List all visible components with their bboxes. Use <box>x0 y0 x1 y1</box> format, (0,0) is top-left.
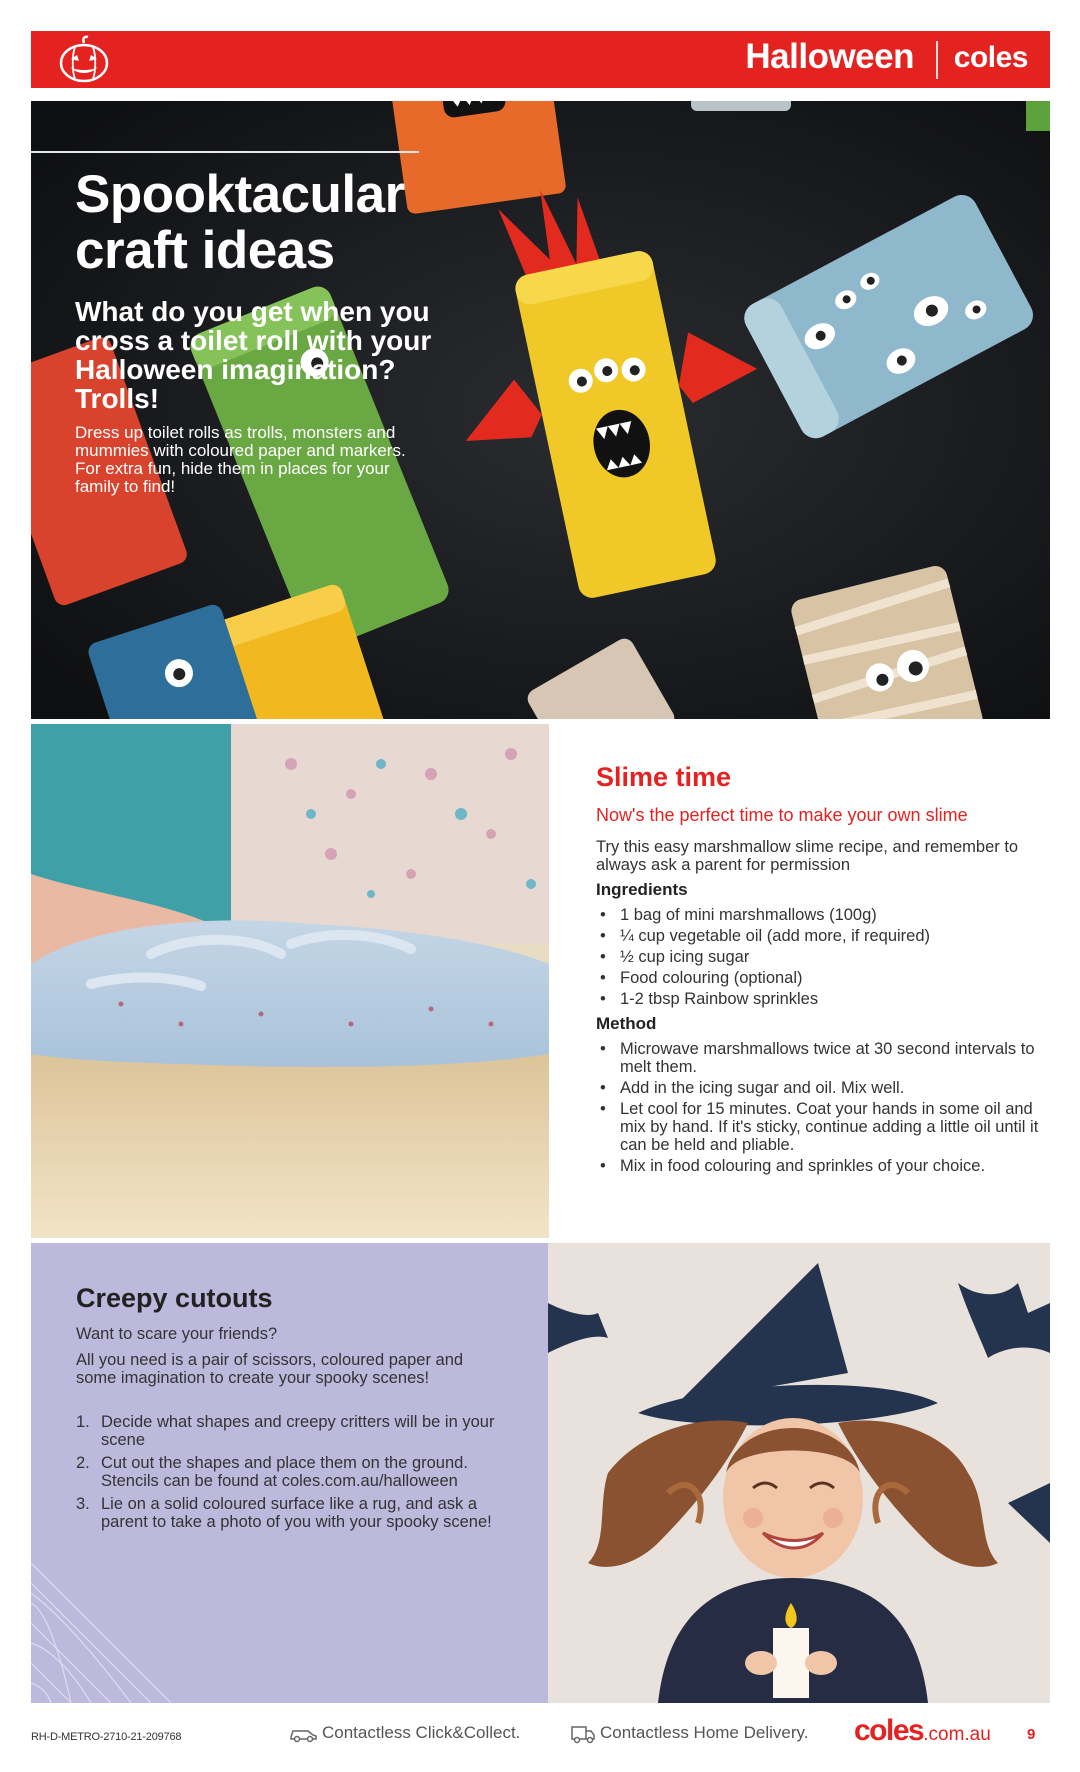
method-list <box>596 1040 1040 1175</box>
footer-coles-logo[interactable] <box>854 1714 991 1748</box>
step-number: 3. <box>76 1495 90 1513</box>
slime-recipe <box>596 762 1040 1178</box>
slime-title: Slime time <box>596 762 732 792</box>
footer-home-delivery <box>570 1723 808 1744</box>
header-bar <box>31 31 1050 88</box>
creepy-intro: Want to scare your friends? <box>76 1325 278 1343</box>
hero-body-text: Dress up toilet rolls as trolls, monsters and mummies with coloured paper and markers. For extra fun, hide them in places for your family to find! <box>75 423 406 496</box>
step-number: 2. <box>76 1454 90 1472</box>
step-text: Cut out the shapes and place them on the ground. Stencils can be found at coles.com.au/halloween <box>101 1454 468 1490</box>
step-text: Lie on a solid coloured surface like a rug, and ask a parent to take a photo of you with your spooky scene! <box>101 1495 492 1531</box>
header-brand-logo: coles <box>953 41 1028 74</box>
list-item: • Microwave marshmallows twice at 30 second intervals to melt them. <box>596 1040 1040 1076</box>
step-number: 1. <box>76 1413 90 1431</box>
creepy-cutouts-panel <box>31 1243 548 1703</box>
list-item: • ½ cup icing sugar <box>596 948 1040 966</box>
hero-subtitle: What do you get when you cross a toilet roll with your Halloween imagination? Trolls! <box>75 296 432 414</box>
list-item: • 1 bag of mini marshmallows (100g) <box>596 906 1040 924</box>
header-divider <box>936 41 938 79</box>
hero-rule <box>31 151 419 153</box>
list-item <box>76 1413 496 1449</box>
list-item: • Food colouring (optional) <box>596 969 1040 987</box>
home-delivery-text: Contactless Home Delivery. <box>600 1723 809 1742</box>
ingredients-heading: Ingredients <box>596 880 688 899</box>
footer-catalogue-code: RH-D-METRO-2710-21-209768 <box>31 1731 182 1743</box>
ingredients-list <box>596 906 1040 1008</box>
hero-section <box>31 101 1050 719</box>
logo-wordmark: coles <box>854 1714 924 1747</box>
method-heading: Method <box>596 1014 657 1033</box>
list-item: • Let cool for 15 minutes. Coat your hands in some oil and mix by hand. If it's sticky, continue adding a little oil until it can be held and pliable. <box>596 1100 1040 1154</box>
slime-intro: Try this easy marshmallow slime recipe, and remember to always ask a parent for permission <box>596 838 1019 874</box>
slime-photo <box>31 724 549 1238</box>
delivery-truck-icon <box>570 1724 596 1744</box>
girl-witch-photo <box>548 1243 1050 1703</box>
list-item: • Add in the icing sugar and oil. Mix well. <box>596 1079 1040 1097</box>
creepy-body: All you need is a pair of scissors, coloured paper and some imagination to create your spooky scenes! <box>76 1351 464 1387</box>
list-item: • ¼ cup vegetable oil (add more, if required) <box>596 927 1040 945</box>
cobweb-icon <box>31 1563 171 1703</box>
logo-domain: .com.au <box>923 1724 991 1745</box>
list-item <box>76 1454 496 1490</box>
list-item: • Mix in food colouring and sprinkles of your choice. <box>596 1157 1040 1175</box>
click-collect-text: Contactless Click&Collect. <box>322 1723 521 1742</box>
car-icon <box>288 1725 318 1743</box>
page-number: 9 <box>1027 1726 1036 1743</box>
step-text: Decide what shapes and creepy critters will be in your scene <box>101 1413 495 1449</box>
pumpkin-icon <box>57 35 111 85</box>
slime-tagline: Now's the perfect time to make your own slime <box>596 805 968 825</box>
header-title: Halloween <box>745 37 914 76</box>
footer-click-collect <box>288 1723 520 1743</box>
creepy-title: Creepy cutouts <box>76 1283 273 1313</box>
list-item <box>76 1495 496 1531</box>
creepy-steps-list <box>76 1413 496 1536</box>
hero-title: Spooktacular craft ideas <box>75 165 405 280</box>
list-item: • 1-2 tbsp Rainbow sprinkles <box>596 990 1040 1008</box>
